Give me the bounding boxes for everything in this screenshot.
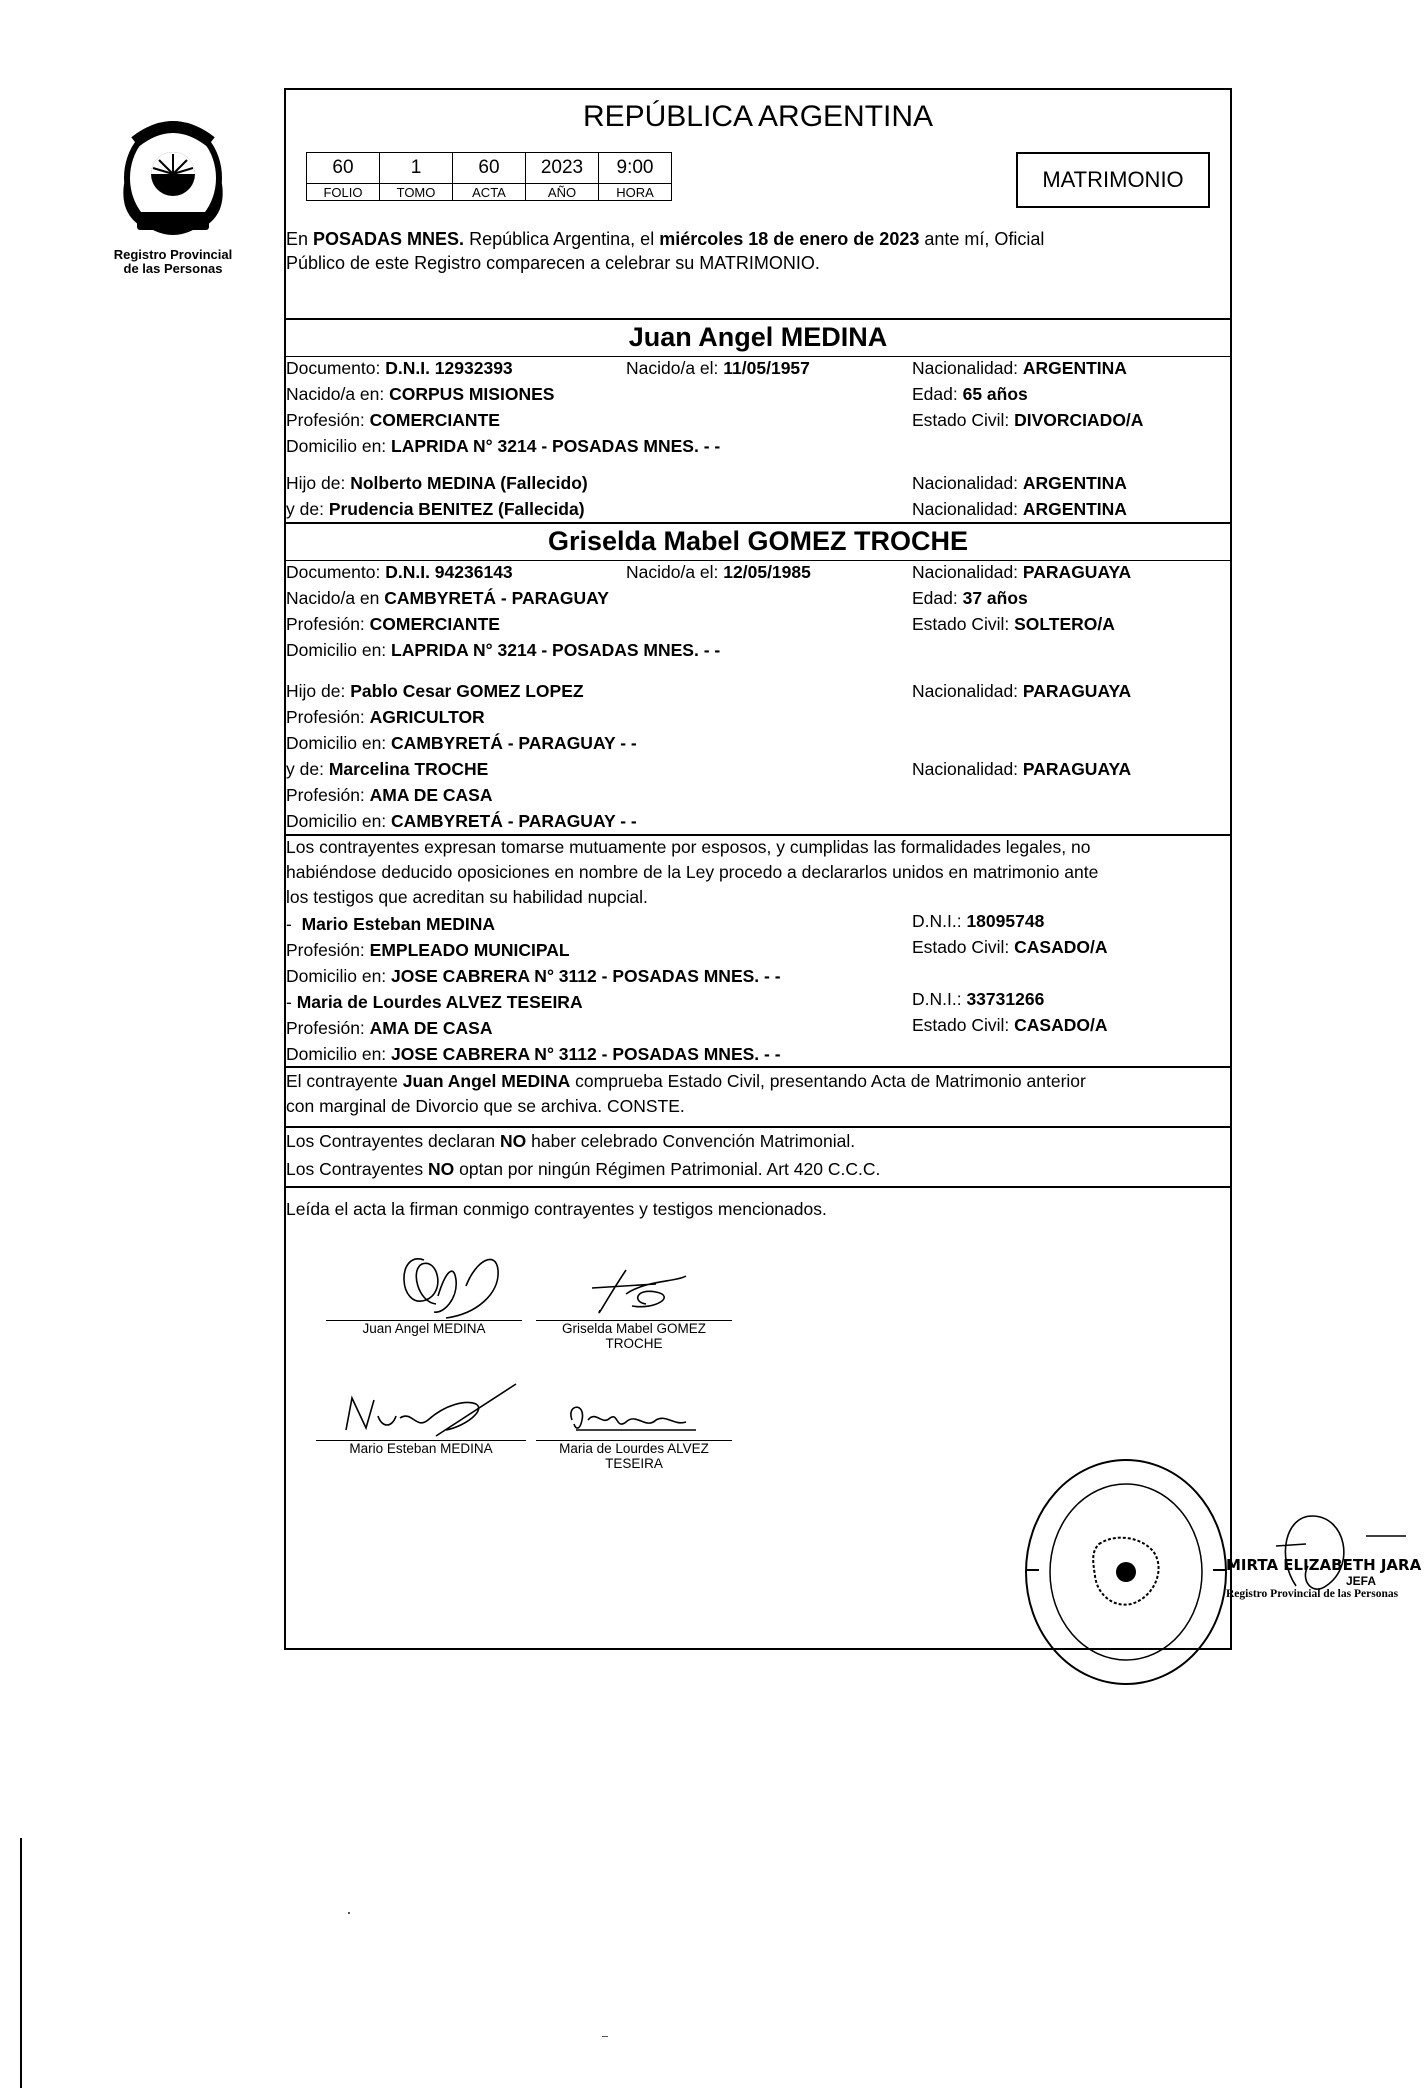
declaration-line1: Los contrayentes expresan tomarse mutuamente por esposos, y cumplidas las formalidades legales, no: [286, 837, 1091, 857]
spouse1-mother: [286, 498, 585, 520]
anio-label: AÑO: [526, 184, 599, 201]
scan-speck: [348, 1912, 350, 1914]
field-value: CAMBYRETÁ - PARAGUAY - -: [391, 811, 637, 831]
field-label: Nacionalidad:: [912, 562, 1023, 582]
spouse2-domicilio: [286, 639, 720, 661]
spouse2-edad: [912, 587, 1028, 609]
witness1-profesion: [286, 939, 570, 961]
spouse2-documento: [286, 561, 513, 583]
spouse1-estado-civil: [912, 409, 1143, 431]
folio-value: 60: [307, 153, 380, 184]
spouse1-name: Juan Angel MEDINA: [628, 322, 888, 352]
field-label: Estado Civil:: [912, 410, 1015, 430]
field-value: 12/05/1985: [723, 562, 811, 582]
signature-name: [536, 1321, 732, 1351]
field-label: Domicilio en:: [286, 811, 392, 831]
field-value: PARAGUAYA: [1022, 759, 1132, 779]
declaration-line3: los testigos que acreditan su habilidad nupcial.: [286, 887, 648, 907]
witness1-domicilio: [286, 965, 781, 987]
folio-label: FOLIO: [307, 184, 380, 201]
field-label: Documento:: [286, 562, 386, 582]
signature-spouse2: [536, 1240, 732, 1351]
field-label: Nacido/a en:: [286, 384, 390, 404]
field-value: EMPLEADO MUNICIPAL: [369, 940, 570, 960]
field-value: CAMBYRETÁ - PARAGUAY: [384, 588, 609, 608]
spouse1-father-nacionalidad: [912, 472, 1127, 494]
field-label: Nacionalidad:: [912, 759, 1023, 779]
regime-no: NO: [428, 1159, 455, 1179]
note-text: El contrayente: [286, 1071, 403, 1091]
field-label: Hijo de:: [286, 681, 351, 701]
spouse2-mother: [286, 758, 488, 780]
intro-line1: [286, 228, 1044, 250]
field-label: D.N.I.:: [912, 911, 967, 931]
field-value: Prudencia BENITEZ (Fallecida): [328, 499, 585, 519]
field-value: CAMBYRETÁ - PARAGUAY - -: [391, 733, 637, 753]
intro-text: En: [286, 229, 314, 249]
field-label: Edad:: [912, 588, 963, 608]
signature-name-line2: TESEIRA: [605, 1456, 663, 1471]
spouse2-mother-profesion: [286, 784, 492, 806]
regime-line1: [286, 1130, 855, 1152]
field-value: LAPRIDA N° 3214 - POSADAS MNES. - -: [391, 436, 721, 456]
field-label: Hijo de:: [286, 473, 351, 493]
field-label: Domicilio en:: [286, 640, 392, 660]
divider: [286, 1066, 1230, 1068]
registry-table: [306, 152, 672, 201]
field-value: JOSE CABRERA N° 3112 - POSADAS MNES. - -: [391, 1044, 781, 1064]
acta-value: 60: [453, 153, 526, 184]
intro-text: República Argentina, el: [464, 229, 660, 249]
official-entity: Registro Provincial de las Personas: [1226, 1588, 1399, 1600]
signature-witness1: [316, 1380, 526, 1456]
divider: [286, 522, 1230, 524]
logo-caption-line1: Registro Provincial: [113, 247, 233, 262]
witness1-estado-civil: [912, 936, 1107, 958]
regime-no: NO: [500, 1131, 527, 1151]
field-label: Profesión:: [286, 707, 370, 727]
official-seal: [1021, 1452, 1231, 1697]
spouse1-nacionalidad: [912, 357, 1127, 379]
logo-caption: [103, 248, 243, 276]
note-line1: [286, 1070, 1086, 1092]
certificate-frame: [284, 88, 1422, 1650]
note-text: comprueba Estado Civil, presentando Acta de Matrimonio anterior: [570, 1071, 1086, 1091]
spouse2-father-profesion: [286, 706, 485, 728]
spouse2-mother-domicilio: [286, 810, 637, 832]
spouse2-profesion: [286, 613, 500, 635]
signature-name: Mario Esteban MEDINA: [349, 1441, 493, 1456]
field-label: y de:: [286, 759, 329, 779]
registry-logo: [103, 112, 243, 276]
field-value: ARGENTINA: [1022, 358, 1127, 378]
hora-label: HORA: [599, 184, 672, 201]
field-label: Profesión:: [286, 1018, 370, 1038]
regime-text: Los Contrayentes: [286, 1159, 429, 1179]
field-value: CASADO/A: [1014, 1015, 1108, 1035]
witness2-name: [286, 991, 583, 1013]
handwritten-signature-icon: [536, 1390, 732, 1440]
signature-name-line1: Griselda Mabel GOMEZ: [561, 1321, 707, 1336]
regime-text: optan por ningún Régimen Patrimonial. Art 420 C.C.C.: [454, 1159, 881, 1179]
field-value: ARGENTINA: [1022, 499, 1127, 519]
field-value: CASADO/A: [1014, 937, 1108, 957]
hora-value: 9:00: [599, 153, 672, 184]
field-label: Domicilio en:: [286, 436, 392, 456]
spouse1-edad: [912, 383, 1028, 405]
intro-line2: Público de este Registro comparecen a celebrar su MATRIMONIO.: [286, 253, 820, 273]
field-value: Marcelina TROCHE: [328, 759, 489, 779]
field-value: D.N.I. 12932393: [385, 358, 513, 378]
scan-margin-line: [20, 1838, 22, 2088]
divider: [286, 318, 1230, 320]
handwritten-signature-icon: [326, 1240, 522, 1320]
signature-name: [536, 1441, 732, 1471]
field-label: Estado Civil:: [912, 937, 1015, 957]
witness2-dni: [912, 988, 1044, 1010]
field-label: Domicilio en:: [286, 733, 392, 753]
spouse2-father: [286, 680, 584, 702]
spouse2-father-nacionalidad: [912, 680, 1131, 702]
spouse1-profesion: [286, 409, 500, 431]
regime-line2: [286, 1158, 880, 1180]
field-value: SOLTERO/A: [1014, 614, 1115, 634]
field-label: Estado Civil:: [912, 1015, 1015, 1035]
spouse1-nacido-en: [286, 383, 554, 405]
field-label: Nacido/a el:: [626, 562, 724, 582]
field-value: AGRICULTOR: [369, 707, 485, 727]
spouse2-nacido-el: [626, 561, 811, 583]
handwritten-signature-icon: [316, 1380, 526, 1440]
field-label: Nacionalidad:: [912, 473, 1023, 493]
witness1-dni: [912, 910, 1044, 932]
act-type-box: MATRIMONIO: [1016, 152, 1210, 208]
intro-place: POSADAS MNES.: [313, 229, 465, 249]
field-value: D.N.I. 94236143: [385, 562, 513, 582]
spouse2-nacionalidad: [912, 561, 1131, 583]
spouse2-mother-nacionalidad: [912, 758, 1131, 780]
intro-text: ante mí, Oficial: [919, 229, 1045, 249]
field-label: D.N.I.:: [912, 989, 967, 1009]
acta-label: ACTA: [453, 184, 526, 201]
spouse1-domicilio: [286, 435, 720, 457]
witness2-estado-civil: [912, 1014, 1107, 1036]
field-label: Profesión:: [286, 940, 370, 960]
handwritten-signature-icon: [536, 1240, 732, 1320]
field-value: 33731266: [966, 989, 1045, 1009]
spouse2-father-domicilio: [286, 732, 637, 754]
field-value: AMA DE CASA: [369, 1018, 493, 1038]
field-label: Nacionalidad:: [912, 358, 1023, 378]
field-label: Profesión:: [286, 614, 370, 634]
signature-witness2: [536, 1390, 732, 1471]
note-name: Juan Angel MEDINA: [402, 1071, 571, 1091]
country-title: REPÚBLICA ARGENTINA: [582, 100, 934, 133]
scan-speck: [602, 2036, 608, 2037]
signature-spouse1: [326, 1240, 522, 1336]
field-value: CORPUS MISIONES: [389, 384, 555, 404]
regime-text: haber celebrado Convención Matrimonial.: [526, 1131, 856, 1151]
field-value: PARAGUAYA: [1022, 681, 1132, 701]
field-value: 65 años: [962, 384, 1028, 404]
field-value: DIVORCIADO/A: [1014, 410, 1144, 430]
list-dash: -: [286, 914, 302, 934]
tomo-value: 1: [380, 153, 453, 184]
field-label: Edad:: [912, 384, 963, 404]
round-seal-icon: [1021, 1452, 1231, 1692]
field-value: Maria de Lourdes ALVEZ TESEIRA: [296, 992, 583, 1012]
official-stamp: [1226, 1556, 1426, 1600]
province-shield-icon: [113, 112, 233, 242]
field-label: Nacido/a el:: [626, 358, 724, 378]
spouse1-father: [286, 472, 588, 494]
anio-value: 2023: [526, 153, 599, 184]
signature-name: Juan Angel MEDINA: [362, 1321, 486, 1336]
field-label: Profesión:: [286, 785, 370, 805]
witness2-profesion: [286, 1017, 492, 1039]
field-value: Nolberto MEDINA (Fallecido): [350, 473, 588, 493]
spouse1-mother-nacionalidad: [912, 498, 1127, 520]
spouse2-nacido-en: [286, 587, 609, 609]
field-label: Estado Civil:: [912, 614, 1015, 634]
field-label: Nacido/a en: [286, 588, 385, 608]
field-label: y de:: [286, 499, 329, 519]
note-line2: con marginal de Divorcio que se archiva. CONSTE.: [286, 1096, 685, 1116]
field-value: LAPRIDA N° 3214 - POSADAS MNES. - -: [391, 640, 721, 660]
closing-text: Leída el acta la firman conmigo contrayentes y testigos mencionados.: [286, 1199, 827, 1219]
declaration-line2: habiéndose deducido oposiciones en nombre de la Ley procedo a declararlos unidos en matrimonio ante: [286, 862, 1099, 882]
intro-date: miércoles 18 de enero de 2023: [659, 229, 920, 249]
divider: [286, 1186, 1230, 1188]
field-value: 11/05/1957: [723, 358, 810, 378]
list-dash: -: [286, 992, 297, 1012]
tomo-label: TOMO: [380, 184, 453, 201]
official-name: MIRTA ELIZABETH JARA: [1226, 1556, 1422, 1574]
spouse1-nacido-el: [626, 357, 810, 379]
signature-name-line2: TROCHE: [605, 1336, 663, 1351]
field-value: PARAGUAYA: [1022, 562, 1132, 582]
field-value: Mario Esteban MEDINA: [301, 914, 496, 934]
field-label: Domicilio en:: [286, 966, 392, 986]
divider: [286, 1126, 1230, 1128]
field-value: COMERCIANTE: [369, 614, 500, 634]
field-value: AMA DE CASA: [369, 785, 493, 805]
field-value: 18095748: [966, 911, 1045, 931]
spouse2-name: Griselda Mabel GOMEZ TROCHE: [547, 526, 969, 556]
field-value: ARGENTINA: [1022, 473, 1127, 493]
spouse1-documento: [286, 357, 513, 379]
field-label: Nacionalidad:: [912, 499, 1023, 519]
spouse2-estado-civil: [912, 613, 1115, 635]
field-label: Profesión:: [286, 410, 370, 430]
logo-caption-line2: de las Personas: [123, 261, 223, 276]
field-value: COMERCIANTE: [369, 410, 500, 430]
field-label: Nacionalidad:: [912, 681, 1023, 701]
field-label: Documento:: [286, 358, 386, 378]
regime-text: Los Contrayentes declaran: [286, 1131, 501, 1151]
witness1-name: [286, 913, 495, 935]
field-label: Domicilio en:: [286, 1044, 392, 1064]
official-role: JEFA: [1346, 1574, 1377, 1588]
field-value: 37 años: [962, 588, 1028, 608]
witness2-domicilio: [286, 1043, 781, 1065]
signature-name-line1: Maria de Lourdes ALVEZ: [559, 1441, 709, 1456]
field-value: JOSE CABRERA N° 3112 - POSADAS MNES. - -: [391, 966, 781, 986]
field-value: Pablo Cesar GOMEZ LOPEZ: [350, 681, 584, 701]
